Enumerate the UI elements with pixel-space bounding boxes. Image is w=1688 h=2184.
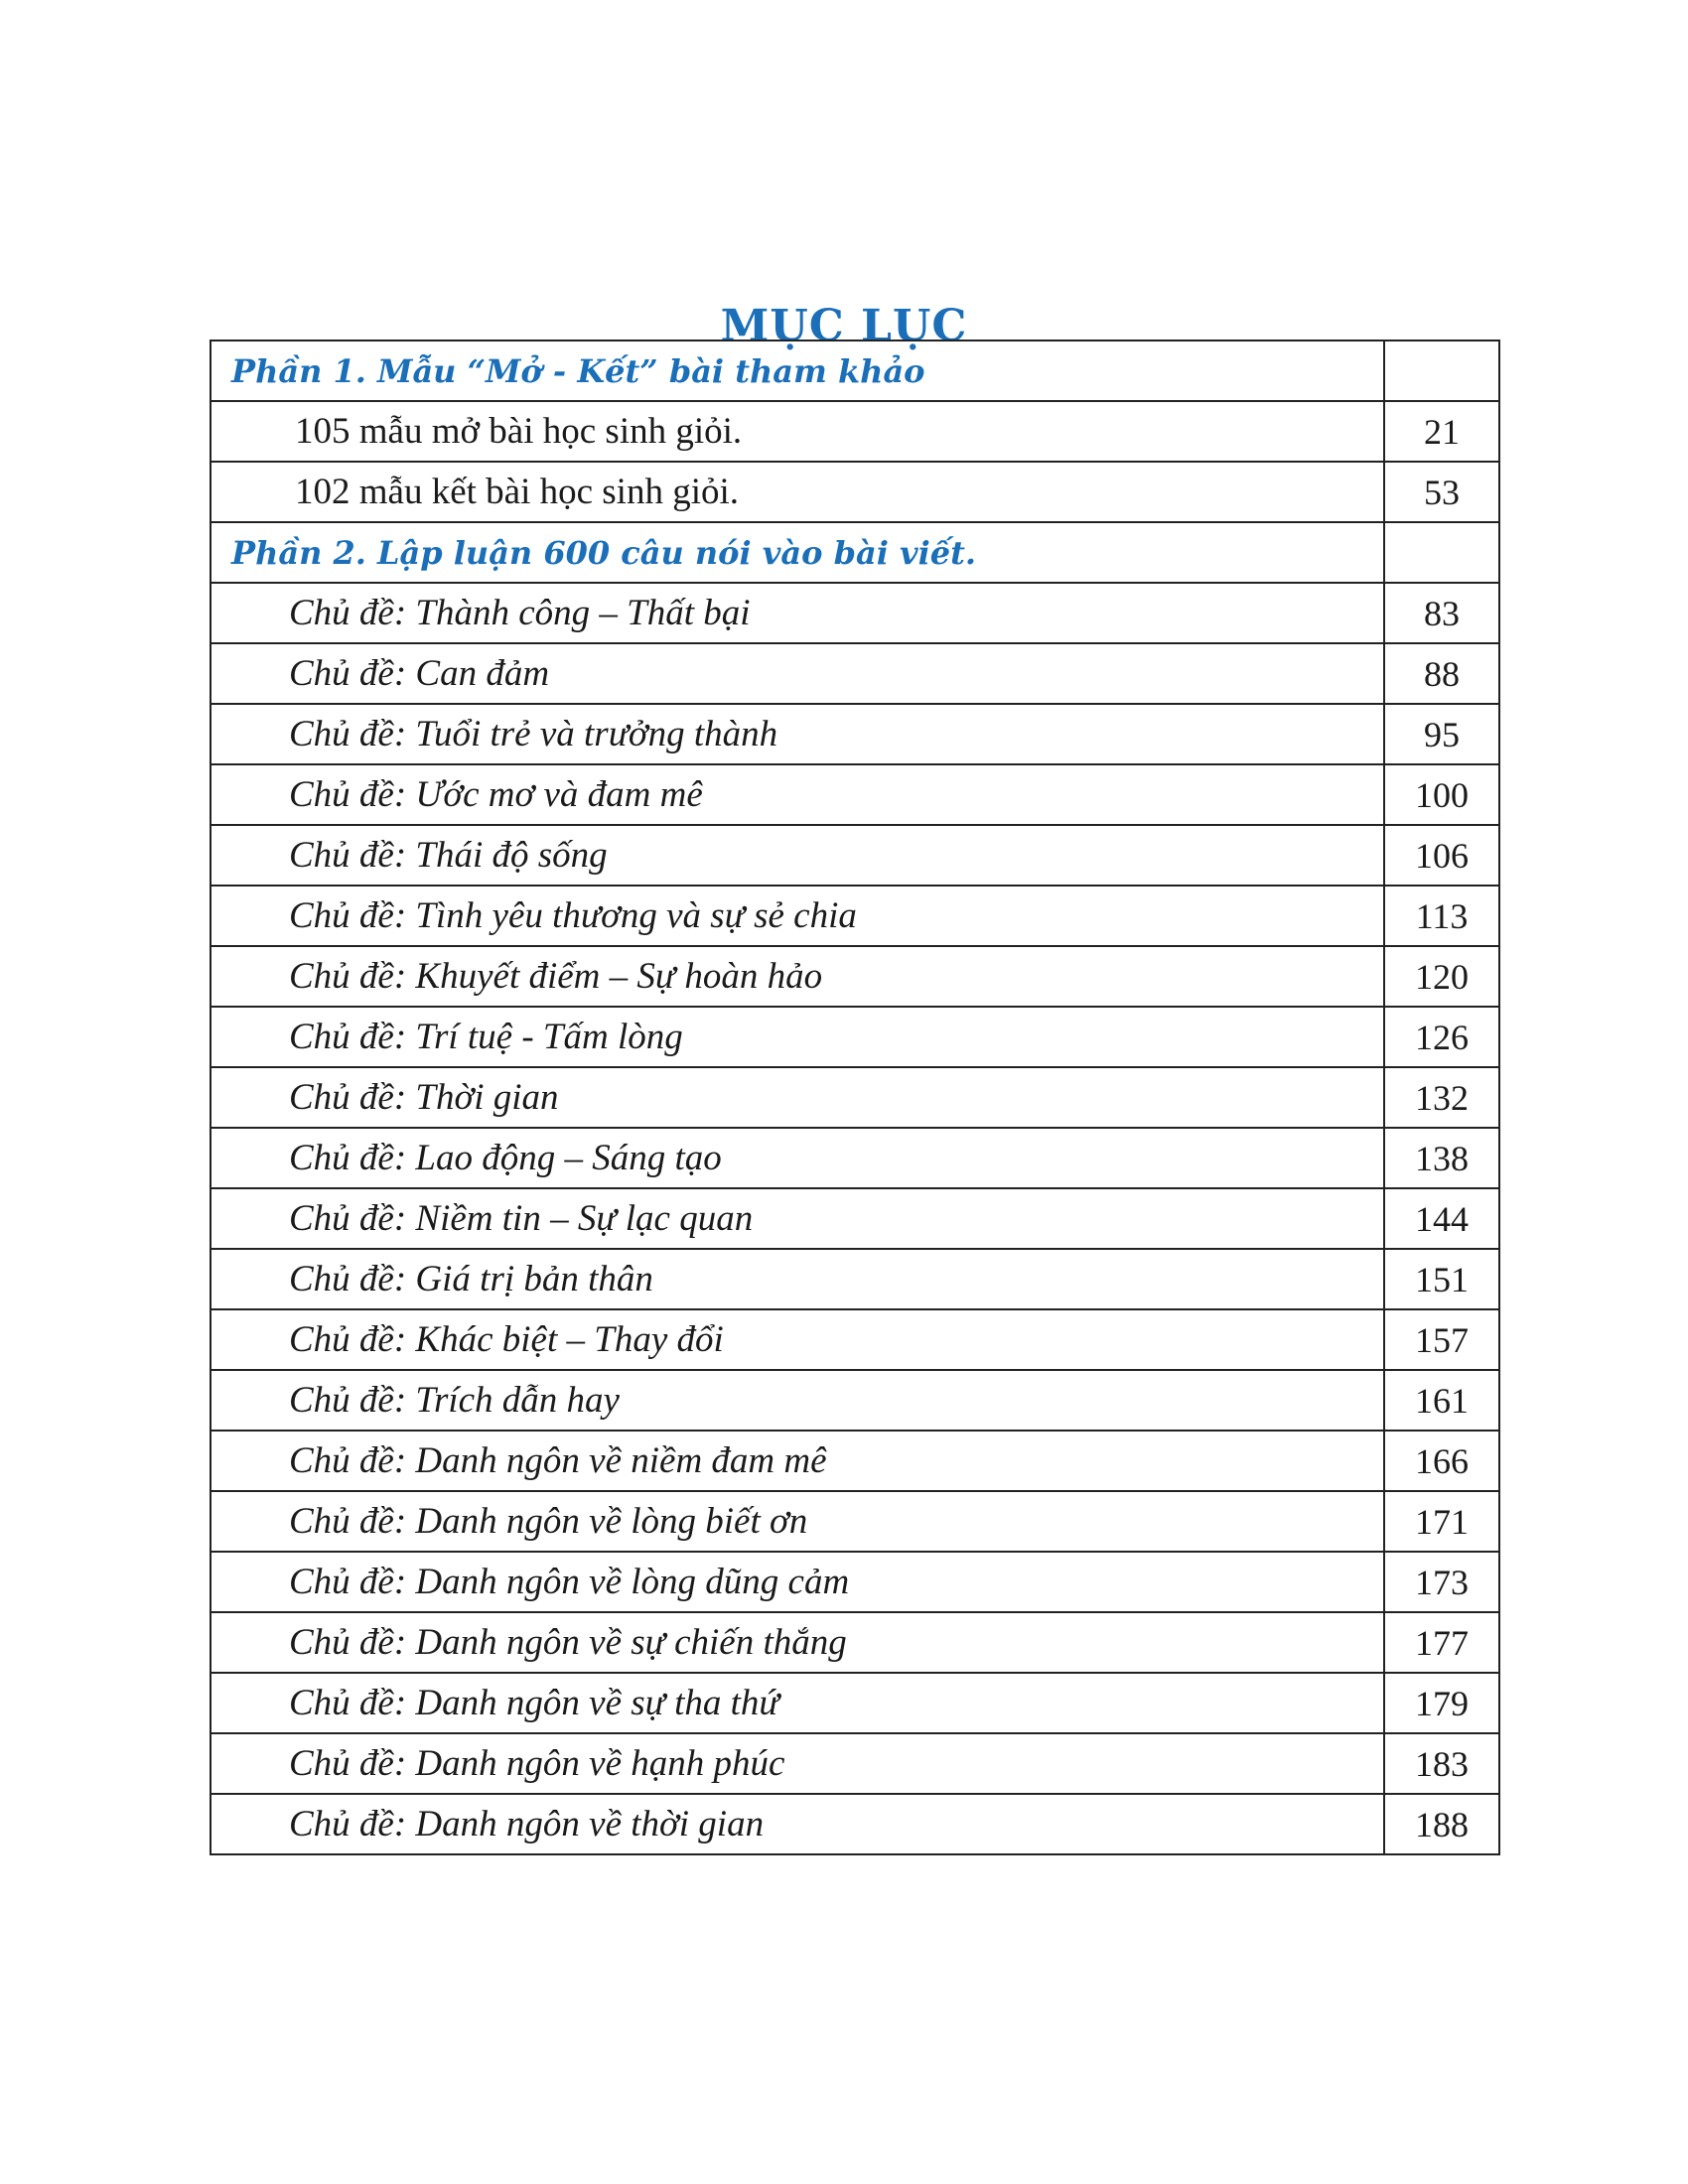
toc-entry-title: Chủ đề: Ước mơ và đam mê [211, 764, 1384, 825]
toc-row[interactable] [211, 1612, 1499, 1673]
toc-entry-title: 102 mẫu kết bài học sinh giỏi. [211, 462, 1384, 522]
toc-entry-page: 177 [1384, 1612, 1499, 1673]
table-of-contents [210, 340, 1500, 1855]
toc-entry-page: 188 [1384, 1794, 1499, 1854]
toc-section-1[interactable] [211, 341, 1499, 401]
toc-entry-title: Chủ đề: Danh ngôn về sự chiến thắng [211, 1612, 1384, 1673]
toc-row[interactable] [211, 946, 1499, 1007]
toc-entry-page: 126 [1384, 1007, 1499, 1067]
toc-entry-page: 53 [1384, 462, 1499, 522]
toc-entry-page: 88 [1384, 643, 1499, 704]
toc-entry-title: Chủ đề: Thời gian [211, 1067, 1384, 1128]
toc-entry-title: Chủ đề: Niềm tin – Sự lạc quan [211, 1188, 1384, 1249]
toc-row[interactable] [211, 643, 1499, 704]
toc-entry-title: Chủ đề: Trích dẫn hay [211, 1370, 1384, 1431]
toc-entry-title: Chủ đề: Danh ngôn về lòng biết ơn [211, 1491, 1384, 1552]
page-title: MỤC LỤC [720, 301, 968, 352]
toc-row[interactable] [211, 1733, 1499, 1794]
toc-row[interactable] [211, 1491, 1499, 1552]
toc-entry-page: 100 [1384, 764, 1499, 825]
toc-entry-page: 120 [1384, 946, 1499, 1007]
toc-row[interactable] [211, 462, 1499, 522]
toc-entry-title: Chủ đề: Giá trị bản thân [211, 1249, 1384, 1309]
toc-row[interactable] [211, 886, 1499, 946]
toc-row[interactable] [211, 825, 1499, 886]
toc-row[interactable] [211, 1309, 1499, 1370]
section-heading: Phần 1. Mẫu “Mở - Kết” bài tham khảo [211, 341, 1384, 401]
toc-entry-title: Chủ đề: Tình yêu thương và sự sẻ chia [211, 886, 1384, 946]
toc-entry-title: 105 mẫu mở bài học sinh giỏi. [211, 401, 1384, 462]
toc-entry-title: Chủ đề: Danh ngôn về thời gian [211, 1794, 1384, 1854]
toc-entry-page: 171 [1384, 1491, 1499, 1552]
section-page [1384, 522, 1499, 583]
toc-entry-page: 173 [1384, 1552, 1499, 1612]
toc-entry-title: Chủ đề: Danh ngôn về sự tha thứ [211, 1673, 1384, 1733]
toc-entry-page: 166 [1384, 1431, 1499, 1491]
toc-row[interactable] [211, 1370, 1499, 1431]
toc-row[interactable] [211, 583, 1499, 643]
toc-entry-title: Chủ đề: Tuổi trẻ và trưởng thành [211, 704, 1384, 764]
toc-entry-title: Chủ đề: Khuyết điểm – Sự hoàn hảo [211, 946, 1384, 1007]
toc-row[interactable] [211, 1794, 1499, 1854]
toc-body [211, 341, 1499, 1854]
toc-entry-page: 21 [1384, 401, 1499, 462]
toc-row[interactable] [211, 1188, 1499, 1249]
toc-entry-page: 106 [1384, 825, 1499, 886]
toc-entry-title: Chủ đề: Danh ngôn về hạnh phúc [211, 1733, 1384, 1794]
toc-row[interactable] [211, 1007, 1499, 1067]
toc-entry-page: 113 [1384, 886, 1499, 946]
toc-row[interactable] [211, 1552, 1499, 1612]
toc-entry-page: 157 [1384, 1309, 1499, 1370]
section-page [1384, 341, 1499, 401]
toc-row[interactable] [211, 401, 1499, 462]
toc-entry-page: 138 [1384, 1128, 1499, 1188]
toc-entry-title: Chủ đề: Danh ngôn về niềm đam mê [211, 1431, 1384, 1491]
toc-entry-title: Chủ đề: Trí tuệ - Tấm lòng [211, 1007, 1384, 1067]
toc-section-2[interactable] [211, 522, 1499, 583]
toc-entry-page: 132 [1384, 1067, 1499, 1128]
toc-row[interactable] [211, 1673, 1499, 1733]
section-heading: Phần 2. Lập luận 600 câu nói vào bài viết. [211, 522, 1384, 583]
toc-row[interactable] [211, 1249, 1499, 1309]
toc-row[interactable] [211, 1431, 1499, 1491]
toc-entry-page: 161 [1384, 1370, 1499, 1431]
toc-row[interactable] [211, 1067, 1499, 1128]
toc-row[interactable] [211, 1128, 1499, 1188]
toc-entry-title: Chủ đề: Lao động – Sáng tạo [211, 1128, 1384, 1188]
toc-row[interactable] [211, 764, 1499, 825]
toc-entry-title: Chủ đề: Thái độ sống [211, 825, 1384, 886]
toc-entry-page: 144 [1384, 1188, 1499, 1249]
toc-entry-page: 151 [1384, 1249, 1499, 1309]
toc-entry-title: Chủ đề: Danh ngôn về lòng dũng cảm [211, 1552, 1384, 1612]
toc-entry-page: 179 [1384, 1673, 1499, 1733]
toc-entry-page: 95 [1384, 704, 1499, 764]
toc-entry-title: Chủ đề: Can đảm [211, 643, 1384, 704]
toc-entry-page: 183 [1384, 1733, 1499, 1794]
toc-entry-page: 83 [1384, 583, 1499, 643]
toc-entry-title: Chủ đề: Khác biệt – Thay đổi [211, 1309, 1384, 1370]
toc-entry-title: Chủ đề: Thành công – Thất bại [211, 583, 1384, 643]
toc-row[interactable] [211, 704, 1499, 764]
